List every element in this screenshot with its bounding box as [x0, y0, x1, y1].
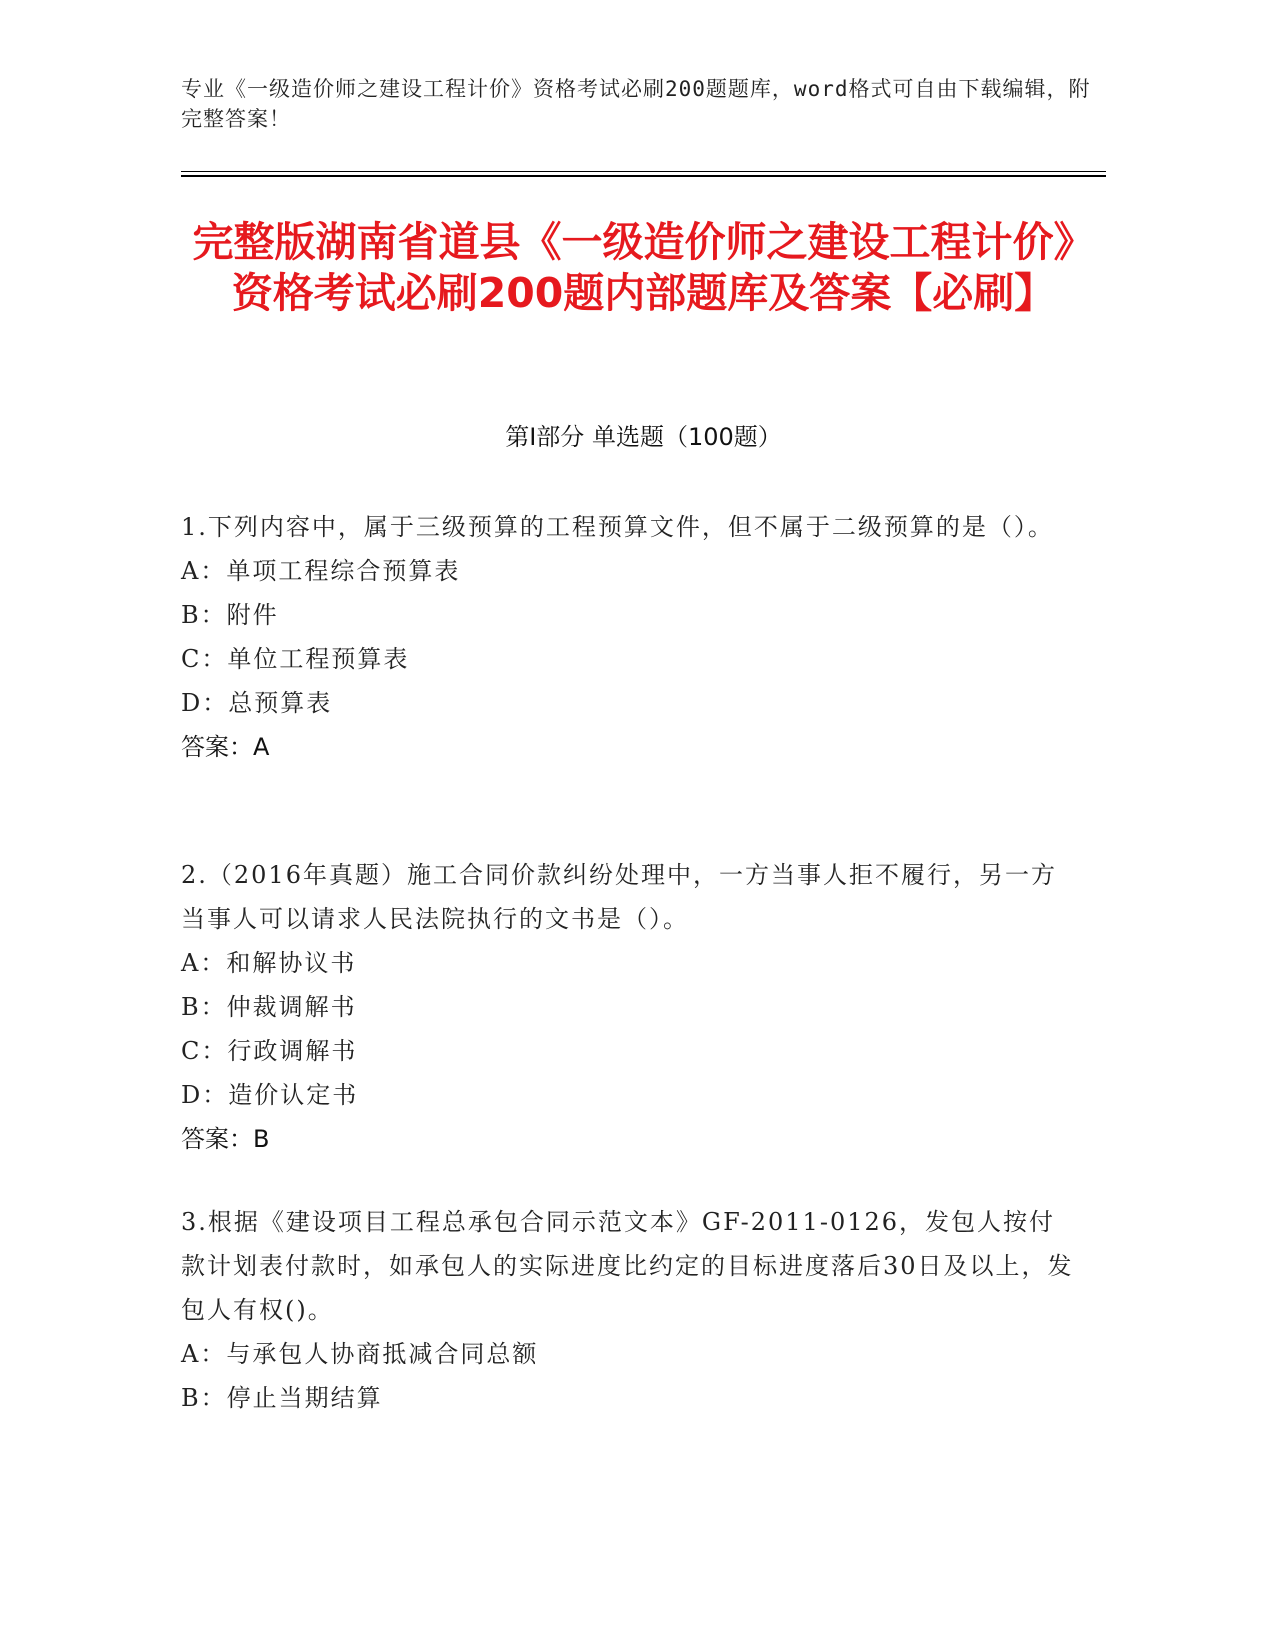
document-title: 完整版湖南省道县《一级造价师之建设工程计价》资格考试必刷200题内部题库及答案【必刷】: [192, 218, 1095, 317]
question-2: [181, 853, 1081, 1161]
option-b: B：附件: [181, 601, 279, 629]
question-stem: 2.（2016年真题）施工合同价款纠纷处理中，一方当事人拒不履行，另一方当事人可以请求人民法院执行的文书是（）。: [181, 861, 1057, 933]
question-3: [181, 1200, 1081, 1420]
option-d: D：总预算表: [181, 689, 333, 717]
section-title: 第I部分 单选题（100题）: [505, 423, 782, 451]
option-a: A：和解协议书: [181, 949, 357, 977]
option-c: C：单位工程预算表: [181, 645, 410, 673]
question-stem: 1.下列内容中，属于三级预算的工程预算文件，但不属于二级预算的是（）。: [181, 513, 1054, 541]
header-divider-thin: [181, 171, 1106, 172]
option-b: B：停止当期结算: [181, 1384, 383, 1412]
option-a: A：单项工程综合预算表: [181, 557, 461, 585]
question-stem: 3.根据《建设项目工程总承包合同示范文本》GF-2011-0126，发包人按付款计划表付款时，如承包人的实际进度比约定的目标进度落后30日及以上，发包人有权()。: [181, 1208, 1074, 1324]
option-d: D：造价认定书: [181, 1081, 359, 1109]
answer: 答案：B: [181, 1125, 270, 1153]
answer: 答案：A: [181, 733, 270, 761]
option-c: C：行政调解书: [181, 1037, 358, 1065]
option-b: B：仲裁调解书: [181, 993, 357, 1021]
header-divider-thick: [181, 175, 1106, 177]
option-a: A：与承包人协商抵减合同总额: [181, 1340, 539, 1368]
question-1: [181, 505, 1081, 769]
header-note: 专业《一级造价师之建设工程计价》资格考试必刷200题题库，word格式可自由下载编辑，附完整答案！: [181, 77, 1091, 131]
